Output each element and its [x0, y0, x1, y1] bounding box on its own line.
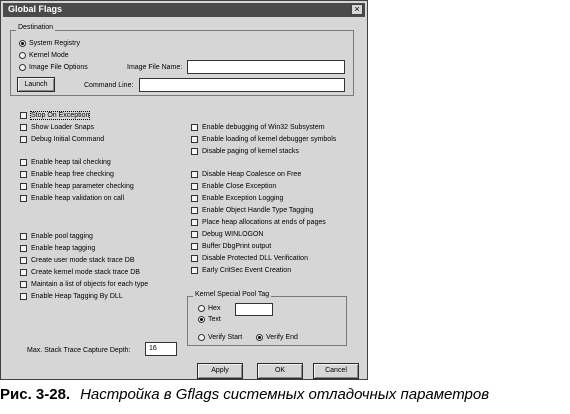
- checkbox: [191, 219, 198, 226]
- flag-label: Debug WINLOGON: [202, 231, 264, 238]
- checkbox: [20, 195, 27, 202]
- flag-label: Enable heap tagging: [31, 245, 96, 252]
- ok-button-label: OK: [274, 367, 286, 374]
- flag-object-list-per-type[interactable]: [20, 280, 148, 289]
- flag-label: Enable heap parameter checking: [31, 183, 134, 190]
- flag-show-loader-snaps[interactable]: [20, 123, 94, 132]
- flag-label: Create kernel mode stack trace DB: [31, 269, 140, 276]
- flag-label: Enable heap free checking: [31, 171, 114, 178]
- pool-tag-input[interactable]: [235, 303, 273, 316]
- flag-disable-protected-dll-verification[interactable]: [191, 254, 308, 263]
- radio-system-registry[interactable]: [19, 40, 80, 47]
- flag-pool-tagging[interactable]: [20, 232, 93, 241]
- flag-exception-logging[interactable]: [191, 194, 283, 203]
- checkbox: [20, 257, 27, 264]
- radio-verify-start[interactable]: [198, 334, 242, 341]
- checkbox: [20, 245, 27, 252]
- flag-label: Enable pool tagging: [31, 233, 93, 240]
- cancel-button[interactable]: [313, 363, 359, 379]
- flag-label: Place heap allocations at ends of pages: [202, 219, 326, 226]
- checkbox: [191, 231, 198, 238]
- title-bar: [3, 3, 365, 17]
- flag-heap-tagging-by-dll[interactable]: [20, 292, 123, 301]
- stack-depth-label: Max. Stack Trace Capture Depth:: [27, 347, 131, 354]
- flag-label: Create user mode stack trace DB: [31, 257, 135, 264]
- flag-label: Enable heap validation on call: [31, 195, 125, 202]
- checkbox: [20, 183, 27, 190]
- flag-early-critsec-event[interactable]: [191, 266, 291, 275]
- radio-hex-label: Hex: [208, 305, 221, 312]
- checkbox: [20, 112, 27, 119]
- flag-label: Enable Exception Logging: [202, 195, 284, 202]
- checkbox: [191, 148, 198, 155]
- checkbox: [20, 171, 27, 178]
- flag-load-kernel-debugger-symbols[interactable]: [191, 135, 336, 144]
- figure-caption: [0, 386, 570, 403]
- radio-verify-end-label: Verify End: [266, 334, 298, 341]
- launch-button[interactable]: [17, 77, 55, 92]
- image-file-name-label: Image File Name:: [127, 64, 183, 71]
- flag-buffer-dbgprint[interactable]: [191, 242, 271, 251]
- radio-verify-end-indicator: [256, 334, 263, 341]
- checkbox: [20, 281, 27, 288]
- command-line-label: Command Line:: [84, 82, 134, 89]
- window-title: Global Flags: [8, 4, 63, 14]
- flag-label: Enable Close Exception: [202, 183, 277, 190]
- flag-label: Debug Initial Command: [31, 136, 105, 143]
- radio-verify-end[interactable]: [256, 334, 298, 341]
- flag-label: Stop On Exception: [31, 112, 90, 119]
- flag-debug-initial-command[interactable]: [20, 135, 104, 144]
- figure-number: Рис. 3-28.: [0, 386, 71, 403]
- close-icon: ×: [354, 4, 360, 14]
- apply-button[interactable]: [197, 363, 243, 379]
- launch-button-label: Launch: [24, 81, 48, 88]
- flag-close-exception[interactable]: [191, 182, 276, 191]
- figure-caption-text: Настройка в Gflags системных отладочных параметров: [80, 386, 490, 403]
- checkbox: [191, 195, 198, 202]
- radio-text[interactable]: [198, 316, 221, 323]
- flag-label: Enable debugging of Win32 Subsystem: [202, 124, 325, 131]
- checkbox: [191, 255, 198, 262]
- checkbox: [191, 207, 198, 214]
- radio-hex[interactable]: [198, 305, 220, 312]
- checkbox: [20, 124, 27, 131]
- checkbox: [20, 136, 27, 143]
- flag-label: Buffer DbgPrint output: [202, 243, 272, 250]
- checkbox: [20, 293, 27, 300]
- checkbox: [20, 233, 27, 240]
- checkbox: [191, 183, 198, 190]
- destination-label: Destination: [18, 24, 54, 31]
- radio-image-file-options-indicator: [19, 64, 26, 71]
- flag-label: Enable Heap Tagging By DLL: [31, 293, 123, 300]
- flag-heap-parameter-checking[interactable]: [20, 182, 134, 191]
- radio-system-registry-indicator: [19, 40, 26, 47]
- radio-hex-indicator: [198, 305, 205, 312]
- flag-label: Show Loader Snaps: [31, 124, 95, 131]
- flag-label: Early CritSec Event Creation: [202, 267, 292, 274]
- radio-kernel-mode-indicator: [19, 52, 26, 59]
- radio-text-label: Text: [208, 316, 221, 323]
- flag-disable-kernel-stack-paging[interactable]: [191, 147, 299, 156]
- flag-label: Disable paging of kernel stacks: [202, 148, 299, 155]
- checkbox: [191, 243, 198, 250]
- flag-debug-winlogon[interactable]: [191, 230, 263, 239]
- image-file-name-input[interactable]: [187, 60, 345, 74]
- flag-heap-tail-checking[interactable]: [20, 158, 111, 167]
- flag-heap-tagging[interactable]: [20, 244, 95, 253]
- flag-object-handle-type-tagging[interactable]: [191, 206, 313, 215]
- checkbox: [191, 124, 198, 131]
- flag-label: Enable loading of kernel debugger symbols: [202, 136, 337, 143]
- flag-user-stack-trace-db[interactable]: [20, 256, 135, 265]
- checkbox: [191, 171, 198, 178]
- flag-heap-at-page-ends[interactable]: [191, 218, 326, 227]
- radio-image-file-options-label: Image File Options: [29, 64, 88, 71]
- ok-button[interactable]: [257, 363, 303, 379]
- pool-tag-label: Kernel Special Pool Tag: [195, 291, 270, 298]
- flag-heap-free-checking[interactable]: [20, 170, 114, 179]
- flag-heap-validation-on-call[interactable]: [20, 194, 124, 203]
- radio-verify-start-label: Verify Start: [208, 334, 243, 341]
- close-button[interactable]: [351, 4, 363, 15]
- flag-disable-heap-coalesce[interactable]: [191, 170, 301, 179]
- radio-verify-start-indicator: [198, 334, 205, 341]
- flag-label: Disable Heap Coalesce on Free: [202, 171, 302, 178]
- apply-button-label: Apply: [211, 367, 229, 374]
- flag-stop-on-exception[interactable]: [20, 111, 89, 120]
- radio-kernel-mode[interactable]: [19, 52, 69, 59]
- radio-image-file-options[interactable]: [19, 64, 88, 71]
- flag-label: Enable heap tail checking: [31, 159, 111, 166]
- flag-label: Enable Object Handle Type Tagging: [202, 207, 314, 214]
- flag-kernel-stack-trace-db[interactable]: [20, 268, 140, 277]
- flag-label: Disable Protected DLL Verification: [202, 255, 308, 262]
- checkbox: [20, 269, 27, 276]
- flag-label: Maintain a list of objects for each type: [31, 281, 149, 288]
- radio-system-registry-label: System Registry: [29, 40, 80, 47]
- cancel-button-label: Cancel: [325, 367, 347, 374]
- checkbox: [191, 267, 198, 274]
- radio-text-indicator: [198, 316, 205, 323]
- checkbox: [191, 136, 198, 143]
- command-line-input[interactable]: [139, 78, 345, 92]
- checkbox: [20, 159, 27, 166]
- stack-depth-input[interactable]: 16: [145, 342, 177, 356]
- flag-debug-win32-subsystem[interactable]: [191, 123, 325, 132]
- radio-kernel-mode-label: Kernel Mode: [29, 52, 69, 59]
